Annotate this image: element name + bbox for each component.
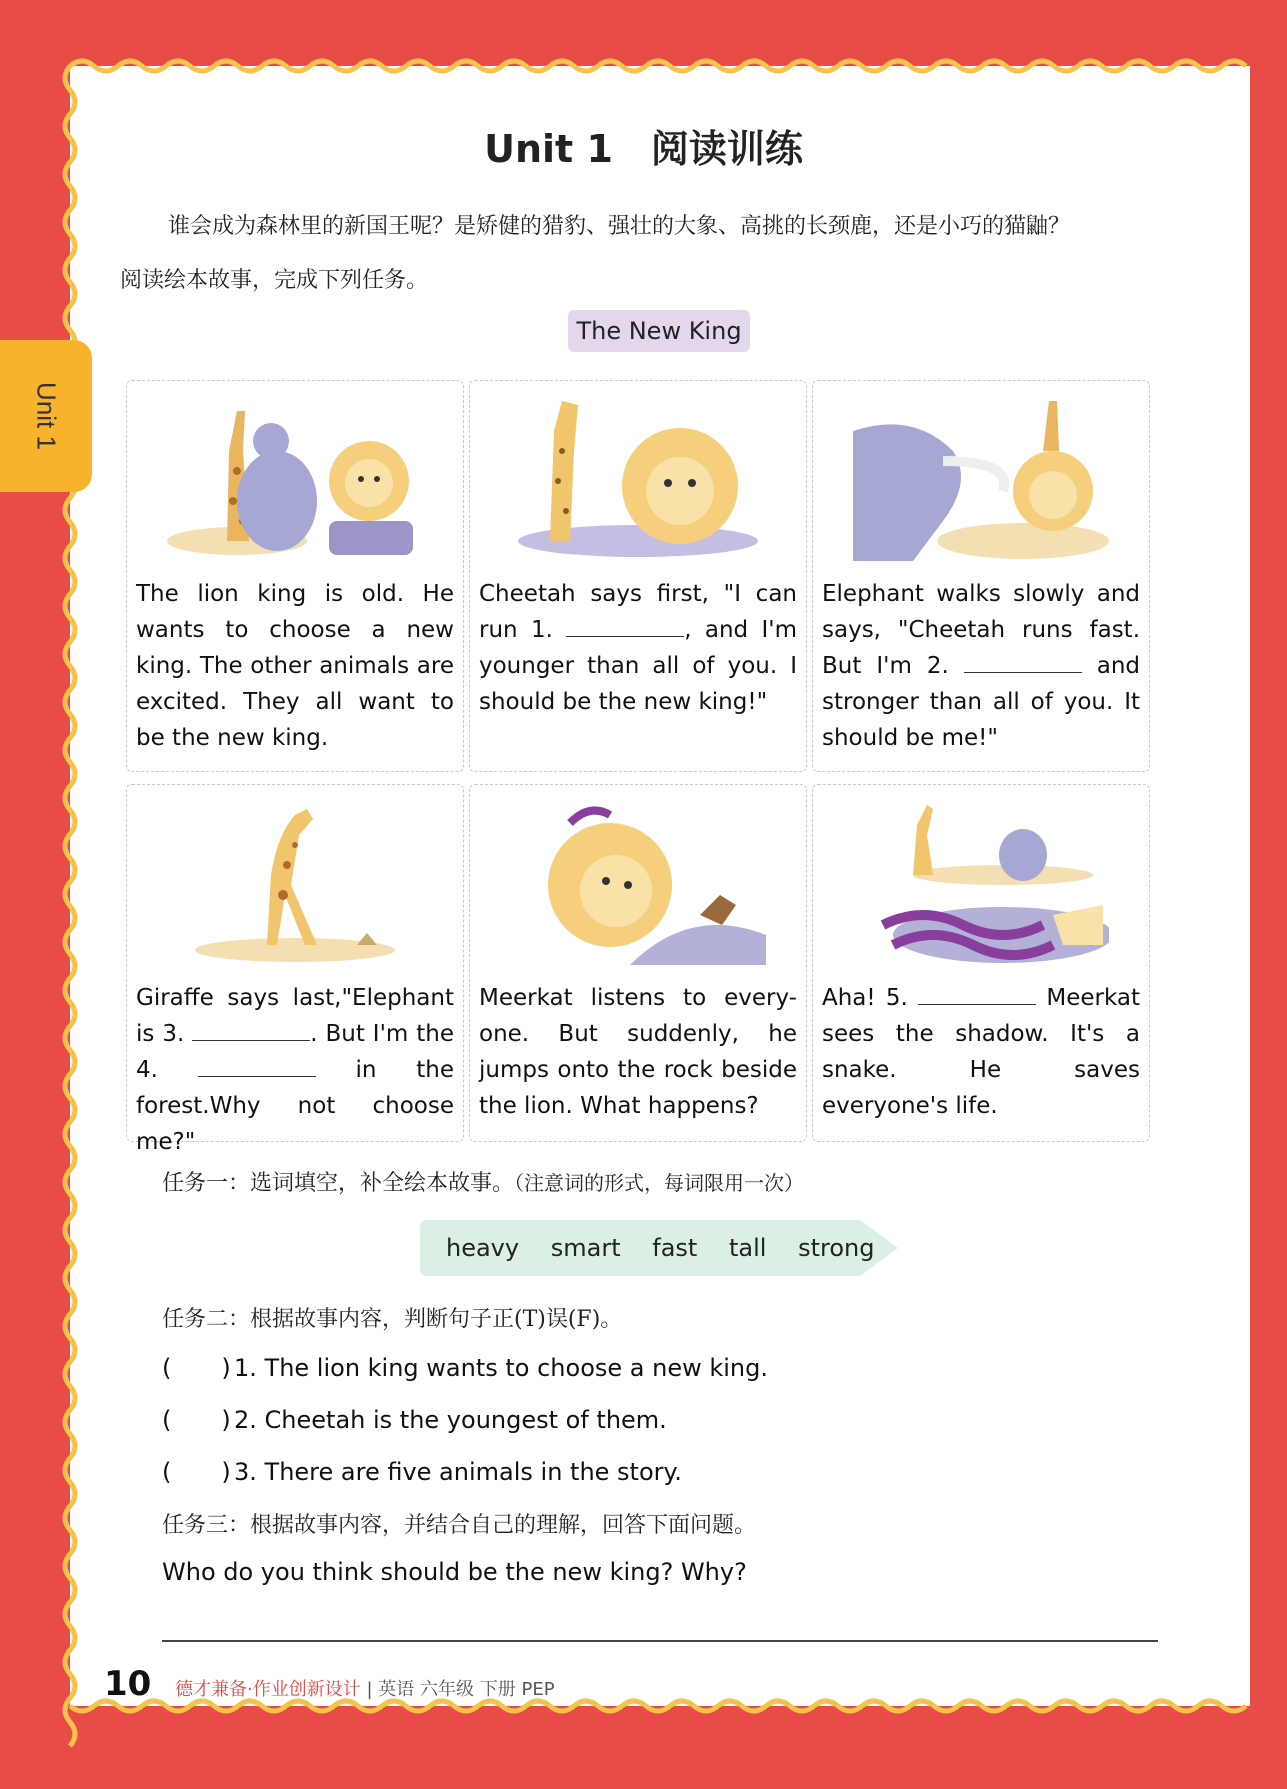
panel-2-text-before: Cheetah says first, "I can run 1. xyxy=(479,581,797,643)
open-question: Who do you think should be the new king? Why? xyxy=(162,1558,747,1586)
word-tall: tall xyxy=(728,1234,767,1262)
page-number: 10 xyxy=(104,1664,152,1704)
task-1 xyxy=(162,1166,804,1197)
word-heavy: heavy xyxy=(446,1234,520,1262)
answer-blank-1[interactable] xyxy=(566,614,684,637)
word-bank xyxy=(420,1220,900,1276)
word-strong: strong xyxy=(798,1234,875,1262)
story-panel-4 xyxy=(126,784,464,1155)
tf-item-2-text: 2. Cheetah is the youngest of them. xyxy=(234,1406,667,1434)
panel-6-text xyxy=(822,980,1140,1124)
panel-1-text: The lion king is old. He wants to choose a new king. The other animals are excited. They all want to be the new king. xyxy=(136,581,454,751)
panel-2-text-after: , and I'm younger than all of you. I should be the new king!" xyxy=(479,617,797,715)
panel-4-text-mid: . But I'm the 4. xyxy=(136,1021,454,1083)
word-bank-list xyxy=(446,1220,898,1276)
answer-blank-4[interactable] xyxy=(198,1054,316,1077)
panel-4-text xyxy=(136,980,454,1160)
word-smart: smart xyxy=(550,1234,621,1262)
panel-4-text-before: Giraffe says last,"Elephant is 3. xyxy=(136,985,454,1047)
panel-4-text-after: in the forest.Why not choose me?" xyxy=(136,1057,455,1155)
footer-brand: 德才兼备·作业创新设计 xyxy=(175,1679,361,1700)
word-fast: fast xyxy=(652,1234,698,1262)
task-3-label: 任务三：根据故事内容，并结合自己的理解，回答下面问题。 xyxy=(162,1513,757,1538)
tf-item-2 xyxy=(162,1406,667,1434)
tf-item-1-text: 1. The lion king wants to choose a new king. xyxy=(234,1354,768,1382)
snake-animals-illustration xyxy=(853,795,1109,965)
panel-6-text-after: Meerkat sees the shadow. It's a snake. He saves everyone's life. xyxy=(822,985,1141,1119)
tf-item-3 xyxy=(162,1458,682,1486)
giraffe-elephant-lion-illustration xyxy=(167,391,423,561)
answer-blank-2[interactable] xyxy=(964,650,1082,673)
intro-line-2: 阅读绘本故事，完成下列任务。 xyxy=(120,268,429,293)
footer-subject: 英语 xyxy=(378,1679,415,1700)
unit-tab-label: Unit 1 xyxy=(31,382,62,450)
story-panel-1 xyxy=(126,380,464,772)
tf-answer-3[interactable]: ( ) xyxy=(162,1458,231,1486)
cheetah-lion-illustration xyxy=(510,391,766,561)
footer-text xyxy=(175,1675,555,1701)
giraffe-illustration xyxy=(167,795,423,965)
lion-meerkat-illustration xyxy=(510,795,766,965)
panel-2-text xyxy=(479,576,797,720)
tf-item-3-text: 3. There are five animals in the story. xyxy=(234,1458,682,1486)
task-1-label: 任务一：选词填空，补全绘本故事。 xyxy=(162,1171,515,1196)
footer-grade: 六年级 xyxy=(420,1679,475,1700)
story-panel-2 xyxy=(469,380,807,772)
footer-divider xyxy=(162,1640,1158,1642)
footer-edition: PEP xyxy=(521,1679,555,1700)
intro-line-1: 谁会成为森林里的新国王呢？是矫健的猎豹、强壮的大象、高挑的长颈鹿，还是小巧的猫鼬？ xyxy=(168,214,1071,239)
elephant-lion-illustration xyxy=(853,391,1109,561)
tf-answer-1[interactable]: ( ) xyxy=(162,1354,231,1382)
story-title: The New King xyxy=(568,310,750,352)
panel-6-text-before: Aha! 5. xyxy=(822,985,908,1011)
tf-answer-2[interactable]: ( ) xyxy=(162,1406,231,1434)
panel-3-text xyxy=(822,576,1140,756)
tf-item-1 xyxy=(162,1354,768,1382)
story-panel-5 xyxy=(469,784,807,1142)
panel-5-text: Meerkat listens to every-one. But suddenly, he jumps onto the rock beside the lion. What happens? xyxy=(479,985,797,1119)
story-panel-3 xyxy=(812,380,1150,772)
task-1-note: （注意词的形式，每词限用一次） xyxy=(514,1171,805,1195)
panel-3-text-after: and stronger than all of you. It should be me!" xyxy=(822,653,1141,751)
story-panel-6 xyxy=(812,784,1150,1142)
intro xyxy=(120,200,1160,308)
footer-volume: 下册 xyxy=(479,1679,516,1700)
task-2-label: 任务二：根据故事内容，判断句子正(T)误(F)。 xyxy=(162,1307,623,1332)
answer-blank-5[interactable] xyxy=(918,982,1036,1005)
footer-separator: | xyxy=(366,1679,373,1700)
panel-3-text-before: Elephant walks slowly and says, "Cheetah runs fast. But I'm 2. xyxy=(822,581,1140,679)
answer-blank-3[interactable] xyxy=(192,1018,310,1041)
page-title: Unit 1 阅读训练 xyxy=(484,127,803,171)
